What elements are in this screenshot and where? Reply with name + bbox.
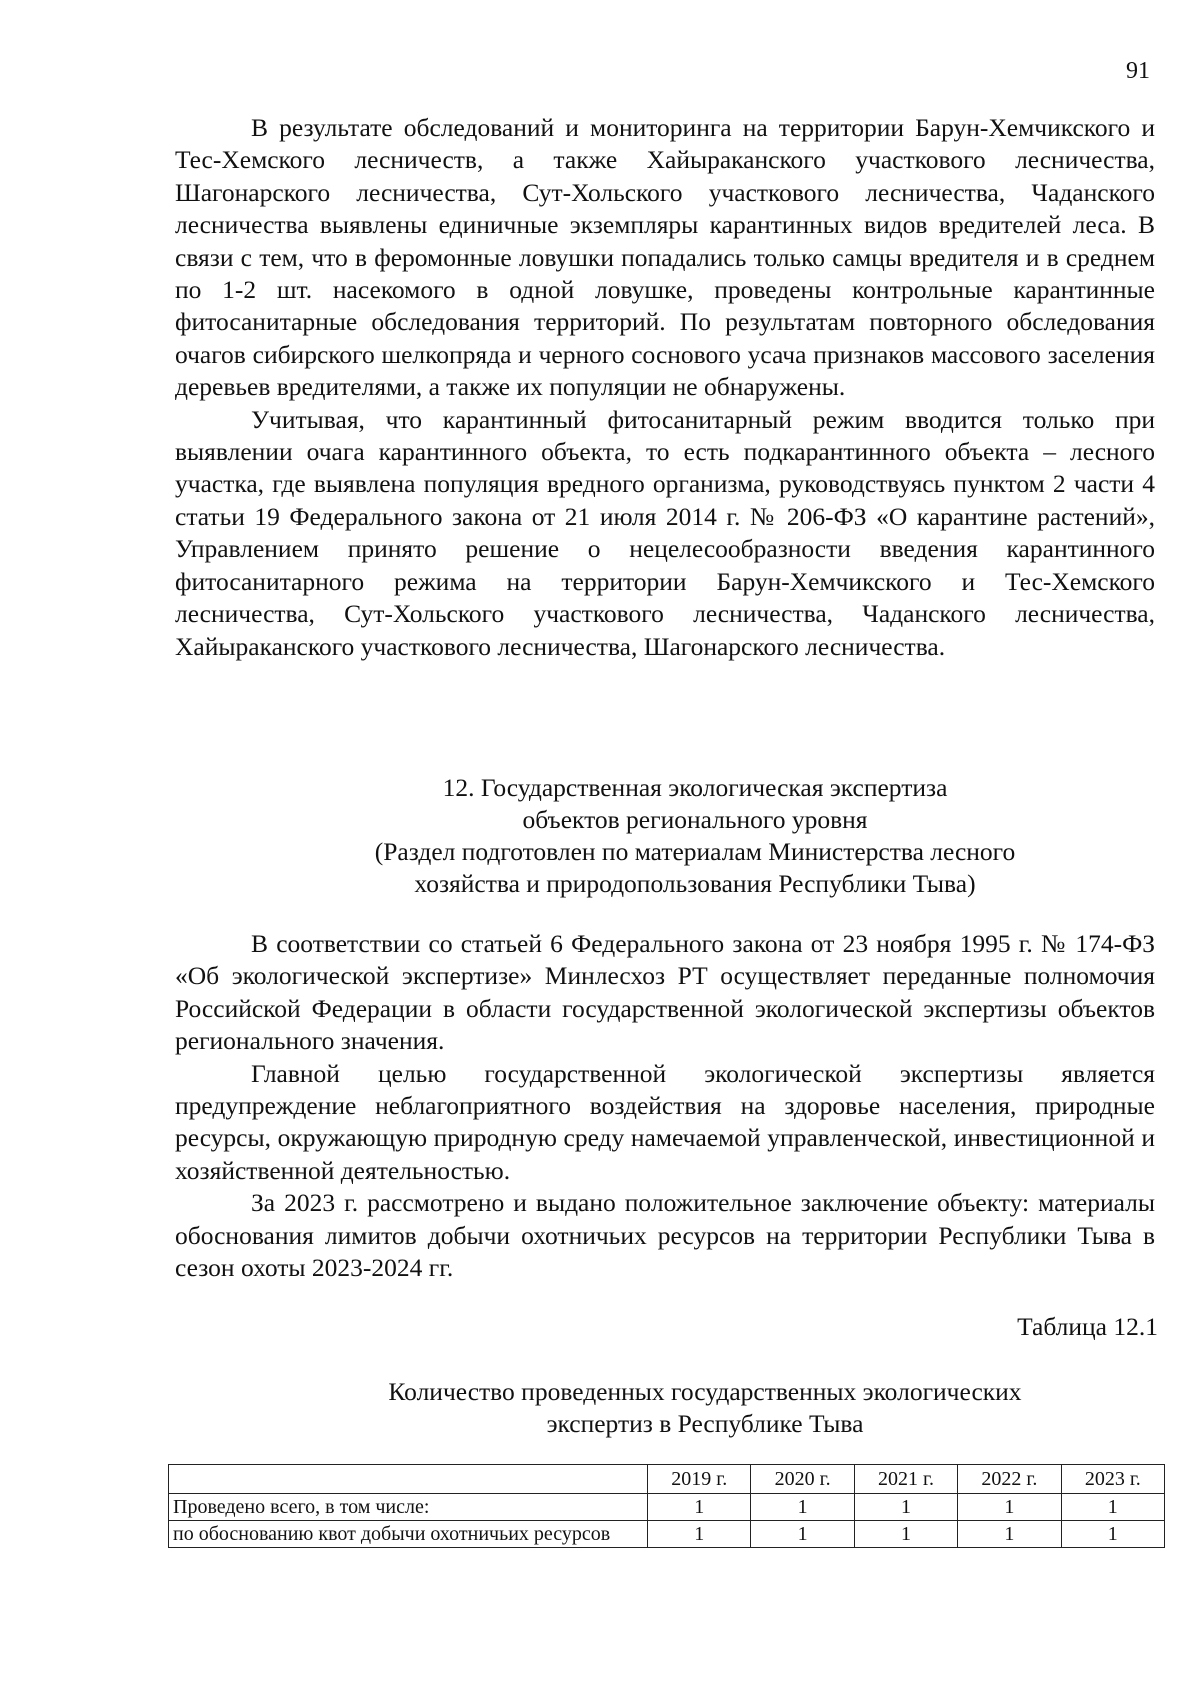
table-cell: 1 <box>854 1521 957 1548</box>
paragraph: В соответствии со статьей 6 Федерального закона от 23 ноября 1995 г. № 174-ФЗ «Об экологической экспертизе» Минлесхоз РТ осуществляет переданные полномочия Российской Федерации в области государственной экологической экспертизы объектов регионального значения. <box>175 929 1155 1056</box>
table-title <box>175 1376 1200 1440</box>
year-header: 2020 г. <box>751 1465 854 1494</box>
text-block-quarantine <box>175 112 1155 663</box>
paragraph: В результате обследований и мониторинга на территории Барун-Хемчикского и Тес-Хемского лесничеств, а также Хайыраканского участкового лесничества, Шагонарского лесничества, Сут-Хольского участкового лесничества, Чаданского лесничества выявлены единичные экземпляры карантинных видов вредителей леса. В связи с тем, что в феромонные ловушки попадались только самцы вредителя и в среднем по 1-2 шт. насекомого в одной ловушке, проведены контрольные карантинные фитосанитарные обследования территорий. По результатам повторного обследования очагов сибирского шелкопряда и черного соснового усача признаков массового заселения деревьев вредителями, а также их популяции не обнаружены. <box>175 113 1155 402</box>
table-title-line: экспертиз в Республике Тыва <box>546 1409 864 1438</box>
section-title: объектов регионального уровня <box>522 805 868 834</box>
page-number: 91 <box>1126 58 1150 84</box>
table-cell: 1 <box>1061 1494 1164 1521</box>
table-header-row <box>169 1465 1165 1494</box>
table-cell: 1 <box>854 1494 957 1521</box>
table-cell: 1 <box>958 1521 1061 1548</box>
table-cell: 1 <box>958 1494 1061 1521</box>
table-cell: 1 <box>751 1521 854 1548</box>
expertise-table <box>168 1464 1165 1548</box>
paragraph: Главной целью государственной экологической экспертизы является предупреждение неблагоприятного воздействия на здоровье населения, природные ресурсы, окружающую природную среду намечаемой управленческой, инвестиционной и хозяйственной деятельностью. <box>175 1058 1155 1185</box>
table-cell: 1 <box>1061 1521 1164 1548</box>
year-header: 2023 г. <box>1061 1465 1164 1494</box>
table-cell: 1 <box>751 1494 854 1521</box>
table-cell: 1 <box>648 1494 751 1521</box>
year-header: 2021 г. <box>854 1465 957 1494</box>
row-label: по обоснованию квот добычи охотничьих ресурсов <box>169 1521 648 1548</box>
section-heading <box>175 772 1200 900</box>
text-block-expertise <box>175 928 1155 1284</box>
table-row <box>169 1521 1165 1548</box>
section-note: (Раздел подготовлен по материалам Министерства лесного <box>374 837 1016 866</box>
table-row <box>169 1494 1165 1521</box>
year-header: 2022 г. <box>958 1465 1061 1494</box>
table-cell: 1 <box>648 1521 751 1548</box>
section-note: хозяйства и природопользования Республики Тыва) <box>414 869 976 898</box>
year-header: 2019 г. <box>648 1465 751 1494</box>
paragraph: Учитывая, что карантинный фитосанитарный режим вводится только при выявлении очага карантинного объекта, то есть подкарантинного объекта – лесного участка, где выявлена популяция вредного организма, руководствуясь пунктом 2 части 4 статьи 19 Федерального закона от 21 июля 2014 г. № 206-ФЗ «О карантине растений», Управлением принято решение о нецелесообразности введения карантинного фитосанитарного режима на территории Барун-Хемчикского и Тес-Хемского лесничества, Сут-Хольского участкового лесничества, Чаданского лесничества, Хайыраканского участкового лесничества, Шагонарского лесничества. <box>175 404 1155 661</box>
section-title: 12. Государственная экологическая экспертиза <box>442 773 948 802</box>
table-caption: Таблица 12.1 <box>1017 1312 1158 1341</box>
row-label: Проведено всего, в том числе: <box>169 1494 648 1521</box>
paragraph: За 2023 г. рассмотрено и выдано положительное заключение объекту: материалы обоснования лимитов добычи охотничьих ресурсов на территории Республики Тыва в сезон охоты 2023-2024 гг. <box>175 1188 1155 1283</box>
table-corner-cell <box>169 1465 648 1494</box>
table-title-line: Количество проведенных государственных экологических <box>388 1377 1022 1406</box>
